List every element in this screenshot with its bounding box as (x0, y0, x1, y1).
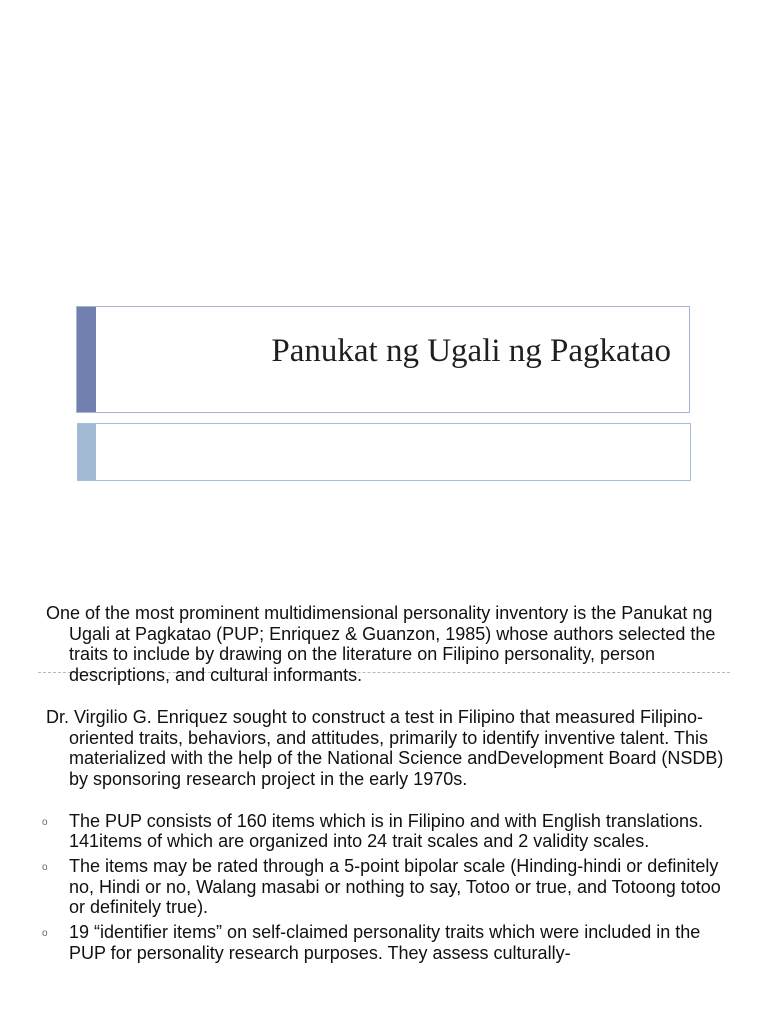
paragraph-intro: One of the most prominent multidimensional personality inventory is the Panukat ng Ugali at Pagkatao (PUP; Enriquez & Guanzon, 1985) whose authors selected the traits to include by drawing on the literature on Filipino personality, person descriptions, and cultural informants. (46, 603, 716, 686)
list-item (42, 922, 736, 963)
bullet-text: The items may be rated through a 5-point bipolar scale (Hinding-hindi or definitely no, Hindi or no, Walang masabi or nothing to say, Totoo or true, and Totoong totoo or definitely true). (69, 856, 721, 918)
content-slide (42, 603, 736, 968)
title-placeholder (76, 306, 690, 413)
paragraph-enriquez: Dr. Virgilio G. Enriquez sought to construct a test in Filipino that measured Filipino-oriented traits, behaviors, and attitudes, primarily to identify inventive talent. This materialized with the help of the National Science andDevelopment Board (NSDB) by sponsoring research project in the early 1970s. (46, 706, 724, 789)
bullet-icon: o (42, 816, 48, 828)
bullet-text: The PUP consists of 160 items which is in Filipino and with English translations. 141items of which are organized into 24 trait scales and 2 validity scales. (69, 810, 703, 852)
bullet-text: 19 “identifier items” on self-claimed personality traits which were included in the PUP for personality research purposes. They assess culturally- (69, 922, 701, 963)
subtitle-accent-bar (78, 424, 96, 480)
list-item (42, 856, 736, 918)
subtitle-placeholder (77, 423, 691, 481)
bullet-icon: o (42, 862, 48, 874)
title-accent-bar (77, 307, 96, 412)
slide-title: Panukat ng Ugali ng Pagkatao (271, 333, 671, 369)
bullet-icon: o (42, 928, 48, 940)
list-item (42, 810, 736, 852)
bullet-list (42, 810, 736, 964)
